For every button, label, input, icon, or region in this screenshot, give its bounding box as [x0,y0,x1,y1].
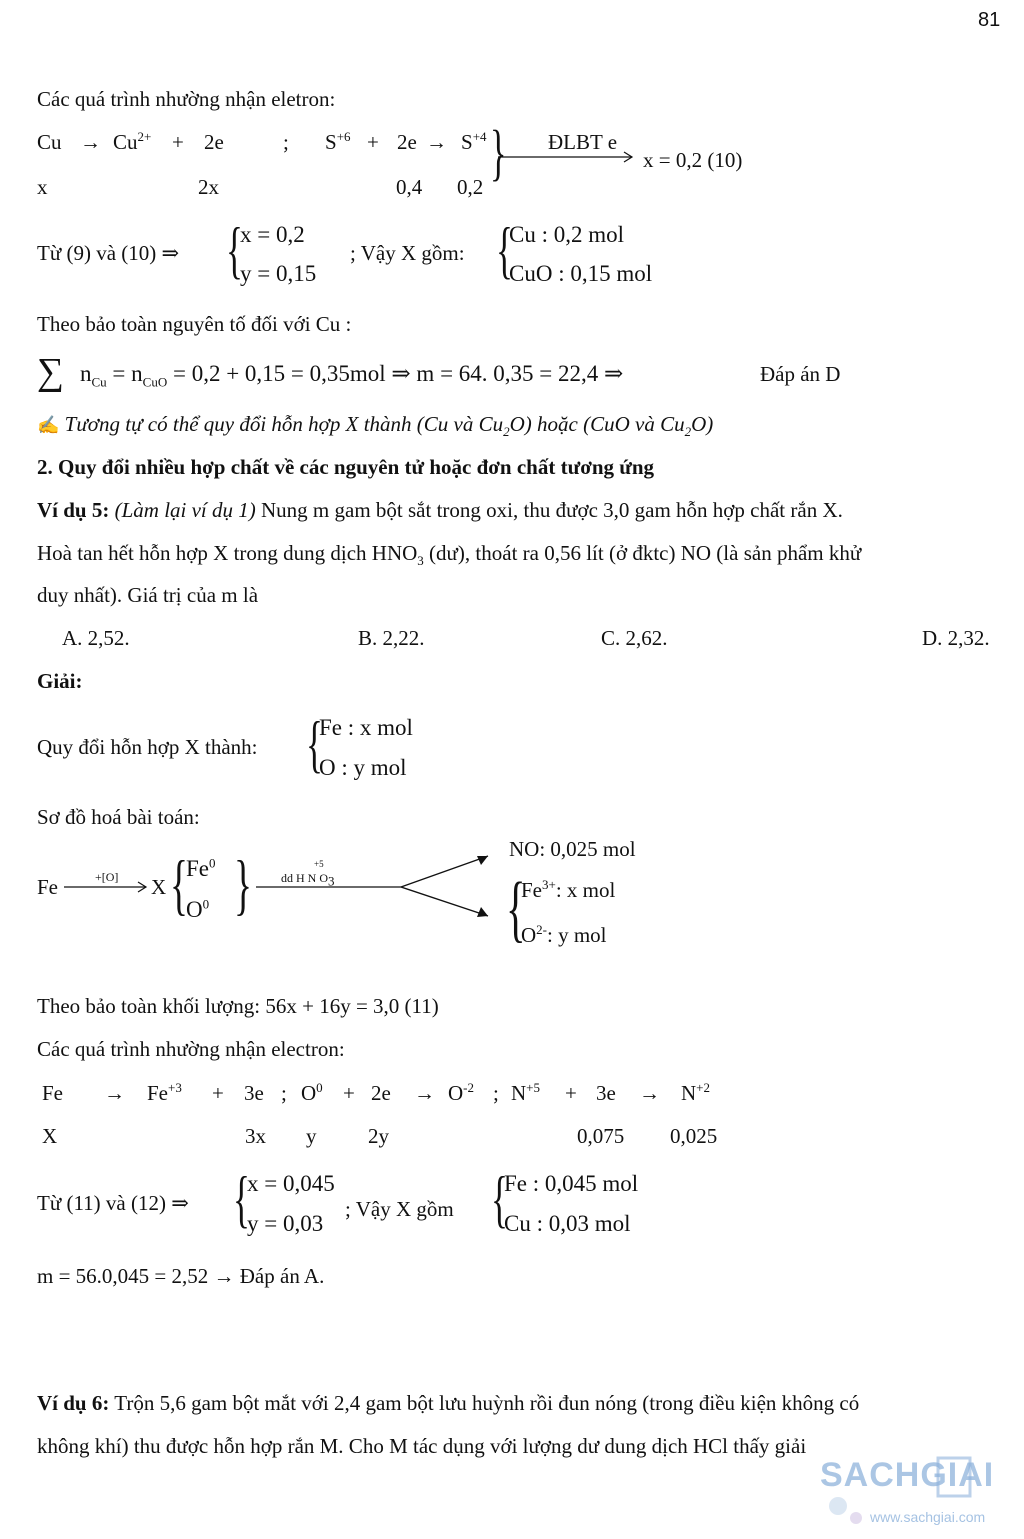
oxygen-label: +[O] [95,870,119,884]
value-2x: 2x [198,175,219,199]
electron-process-heading-2: Các quá trình nhường nhận electron: [37,1037,345,1061]
left-brace-2: { [496,214,513,285]
from-9-10: Từ (9) và (10) ⇒ [37,241,180,265]
example-6-line-1 [37,1393,859,1414]
hno3-n-charge: +5 [314,859,324,869]
value-3x: 3x [245,1124,266,1148]
sum-symbol: ∑ [37,351,65,393]
reaction-arrow: → [80,130,101,154]
s4-charge: +4 [472,129,487,144]
scheme-fe: Fe [37,875,58,899]
y-value-2: y = 0,03 [247,1211,324,1236]
fe-amount: Fe : 0,045 mol [504,1171,639,1196]
o0b-charge: 0 [316,1080,323,1095]
cu2-symbol: Cu [113,130,138,154]
fe3p-charge: +3 [168,1080,182,1095]
o0-charge: 0 [202,896,210,912]
electrons-2e-b: 2e [371,1081,391,1105]
cu2-charge: 2+ [137,129,152,144]
plus-1: + [212,1081,224,1105]
sachgiai-watermark [808,1436,1018,1531]
value-0-075: 0,075 [577,1124,625,1148]
conservation-cu-heading: Theo bảo toàn nguyên tố đối với Cu : [37,312,352,336]
o-y-mol: O : y mol [319,755,407,780]
s6-charge: +6 [336,129,351,144]
hno3-label: dd H N O [281,871,328,885]
note-line [37,412,714,440]
watermark-brand: SACHGIAI [820,1456,995,1494]
cuo-amount: CuO : 0,15 mol [509,261,653,286]
n2-charge: +2 [696,1080,711,1095]
o-minus2-symbol: O [448,1081,464,1105]
mass-conservation: Theo bảo toàn khối lượng: 56x + 16y = 3,0 (11) [37,994,439,1018]
n5-symbol: N [511,1081,527,1105]
example-6-text-1: Trộn 5,6 gam bột mắt với 2,4 gam bột lưu huỳnh rồi đun nóng (trong điều kiện không có [114,1391,860,1415]
fe3p-symbol: Fe [147,1081,168,1105]
plus-sign-2: + [367,130,379,154]
o0-symbol: O [186,897,203,922]
note-text-a: Tương tự có thể quy đổi hỗn hợp X thành (Cu và Cu [64,412,504,436]
value-0-025: 0,025 [670,1124,718,1148]
o0b-symbol: O [301,1081,317,1105]
note-sub-2: 2 [684,424,692,440]
o2-symbol: O [521,923,537,947]
cu-amount-2: Cu : 0,03 mol [504,1211,631,1236]
value-2y: 2y [368,1124,389,1148]
fe-x-mol: Fe : x mol [319,715,413,740]
option-b: B. 2,22. [358,626,425,650]
example-5-text-2a: Hoà tan hết hỗn hợp X trong dung dịch HNO [37,541,418,565]
plus-3: + [565,1081,577,1105]
writing-hand-icon: ✍ [37,415,60,435]
left-brace: { [226,214,243,285]
right-brace: } [490,119,507,187]
left-brace-5: { [506,868,526,950]
y-value: y = 0,15 [240,261,317,286]
separator: ; [283,130,289,154]
conversion-prefix: Quy đổi hỗn hợp X thành: [37,735,258,759]
example-5-redo: (Làm lại ví dụ 1) [114,498,256,522]
electrons-2e: 2e [204,130,224,154]
note-sub-1: 2 [503,424,510,440]
hno3-label-sub: 3 [328,873,335,889]
value-x: x [37,175,48,199]
left-brace-3: { [306,708,323,779]
oxidation-arrow [64,880,150,894]
example-5-text-1: Nung m gam bột sắt trong oxi, thu được 3,0 gam hỗn hợp chất rắn X. [261,498,843,522]
value-0-2: 0,2 [457,175,484,199]
o2-charge: 2- [536,922,548,937]
therefore-x-contains-2: ; Vậy X gồm [345,1197,454,1221]
page-number: 81 [978,9,1001,31]
example-5-text-3: duy nhất). Giá trị của m là [37,583,259,607]
equals-n: = n [112,361,143,386]
section-heading-2: 2. Quy đổi nhiều hợp chất về các nguyên tử hoặc đơn chất tương ứng [37,455,655,479]
mass-result: m = 56.0,045 = 2,52 → Đáp án A. [37,1264,325,1288]
plus-2: + [343,1081,355,1105]
example-6-text-2: không khí) thu được hỗn hợp rắn M. Cho M tác dụng với lượng dư dung dịch HCl thấy giải [37,1434,807,1458]
arrow-3: → [639,1081,660,1105]
left-brace-4: { [170,846,188,922]
answer-d: Đáp án D [760,362,841,386]
option-c: C. 2,62. [601,626,668,650]
scheme-x: X [151,875,167,899]
note-text-b: O) hoặc (CuO và Cu [509,412,685,436]
x-value: x = 0,2 [240,222,305,247]
conservation-arrow [498,150,638,164]
value-0-4: 0,4 [396,175,423,199]
cu-symbol: Cu [37,130,62,154]
fe0-charge: 0 [209,855,216,871]
arrow-2: → [414,1081,435,1105]
o2-amount: : y mol [547,923,607,947]
left-brace-6: { [233,1163,250,1234]
value-X: X [42,1124,58,1148]
n-cu-sub: Cu [91,374,107,390]
cu-amount: Cu : 0,2 mol [509,222,625,247]
example-5-line-2 [37,541,862,569]
electron-process-heading-1: Các quá trình nhường nhận eletron: [37,87,336,111]
conservation-label: ĐLBT e [548,130,618,154]
electrons-3e: 3e [244,1081,264,1105]
x-value-2: x = 0,045 [247,1171,335,1196]
o-minus2-charge: -2 [463,1080,475,1095]
watermark-url: www.sachgiai.com [870,1509,986,1525]
hno3-sub: 3 [417,553,424,569]
fe-symbol: Fe [42,1081,63,1105]
from-11-12: Từ (11) và (12) ⇒ [37,1191,189,1215]
n-symbol: n [80,361,92,386]
fe3-symbol: Fe [521,878,542,902]
right-brace-2: } [234,846,252,922]
example-5-text-2b: (dư), thoát ra 0,56 lít (ở đktc) NO (là sản phẩm khử [429,541,862,565]
result-x: x = 0,2 (10) [643,148,743,172]
left-brace-7: { [491,1163,508,1234]
note-text-c: O) [691,412,714,436]
n-cuo-sub: CuO [142,374,168,390]
therefore-x-contains: ; Vậy X gồm: [350,241,465,265]
example-5-label: Ví dụ 5: [37,498,110,522]
fe3-charge: 3+ [542,877,556,892]
product-no: NO: 0,025 mol [509,837,636,861]
plus-sign: + [172,130,184,154]
example-6-label: Ví dụ 6: [37,1391,110,1415]
n5-charge: +5 [526,1080,541,1095]
fe0-symbol: Fe [186,856,209,881]
electrons-2e-2: 2e [397,130,417,154]
solution-heading: Giải: [37,669,83,693]
separator-1: ; [281,1081,287,1105]
example-5-line-1 [37,500,1007,521]
split-arrows [256,820,496,930]
electrons-3e-b: 3e [596,1081,616,1105]
separator-2: ; [493,1081,499,1105]
s4-symbol: S [461,130,473,154]
fe3-amount: : x mol [555,878,616,902]
n2-symbol: N [681,1081,697,1105]
s6-symbol: S [325,130,337,154]
option-a: A. 2,52. [62,626,130,650]
scheme-title: Sơ đồ hoá bài toán: [37,805,200,829]
arrow-1: → [104,1081,125,1105]
sum-result: = 0,2 + 0,15 = 0,35mol ⇒ m = 64. 0,35 = 22,4 ⇒ [172,361,624,386]
value-y: y [306,1124,317,1148]
reaction-arrow-2: → [426,130,447,154]
option-d: D. 2,32. [922,626,990,650]
